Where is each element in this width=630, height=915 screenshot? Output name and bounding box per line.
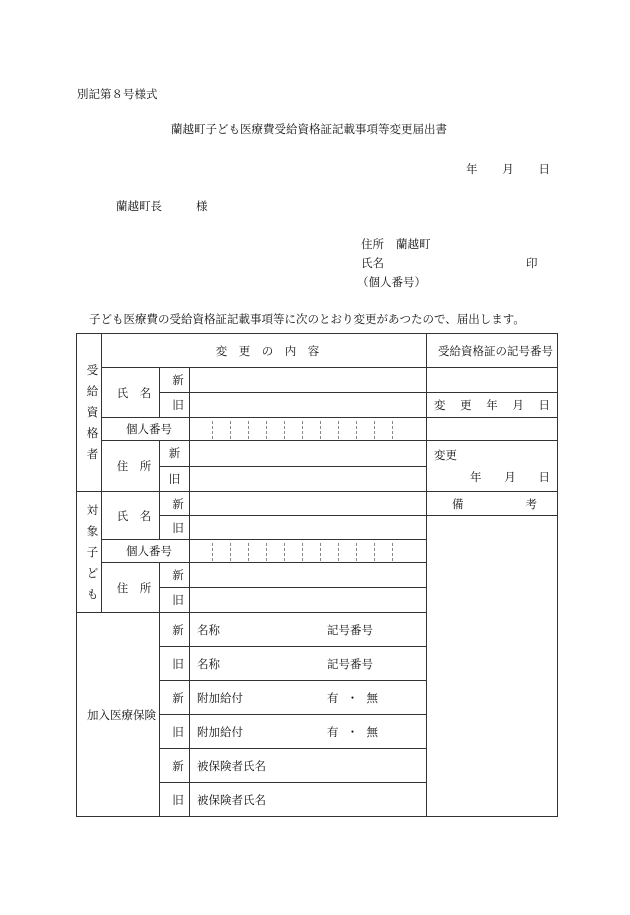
child-name-old-field[interactable]: [190, 516, 427, 540]
child-section-label: 対 象 子 ど も: [77, 492, 102, 613]
applicant-address-value: 蘭越町: [396, 237, 431, 251]
child-address-old-field[interactable]: [190, 588, 427, 613]
recipient-section-label: 受 給 資 格 者: [77, 334, 102, 492]
child-mynumber-label: 個人番号: [102, 540, 190, 563]
extra-benefit-new-field[interactable]: 附加給付 有 ・ 無: [190, 681, 427, 715]
insured-name-old-label: 旧: [160, 783, 190, 817]
cert-number-header: 受給資格証の記号番号: [427, 334, 558, 368]
recipient-address-old-label: 旧: [168, 472, 181, 486]
digit-boxes: [195, 541, 410, 561]
extra-benefit-old-label: 旧: [160, 715, 190, 749]
form-number: 別記第８号様式: [77, 87, 158, 101]
insurance-name-old-field[interactable]: 名称 記号番号: [190, 647, 427, 681]
insurance-name-new-label: 新: [160, 613, 190, 647]
recipient-address-new-field[interactable]: [190, 441, 426, 467]
child-name-old-label: 旧: [160, 516, 190, 540]
recipient-name-old-label: 旧: [160, 393, 190, 418]
addressee-honorific: 様: [196, 199, 208, 213]
insurance-name-new-field[interactable]: 名称 記号番号: [190, 613, 427, 647]
extra-benefit-old-field[interactable]: 附加給付 有 ・ 無: [190, 715, 427, 749]
child-address-new-field[interactable]: [190, 563, 427, 588]
cert-number-field[interactable]: [427, 368, 558, 393]
child-name-new-field[interactable]: [190, 492, 427, 516]
change-content-header: 変 更 の 内 容: [102, 334, 427, 368]
insurance-name-old-label: 旧: [160, 647, 190, 681]
child-address-new-label: 新: [160, 563, 190, 588]
recipient-address-old-field[interactable]: [190, 467, 426, 491]
child-mynumber-field[interactable]: [190, 540, 427, 563]
remarks-header: 備 考: [427, 492, 558, 516]
change-date-label: 変 更 年 月 日: [427, 393, 558, 418]
recipient-name-old-field[interactable]: [190, 393, 427, 418]
applicant-address-label: 住所: [361, 237, 384, 251]
remarks-field[interactable]: [427, 516, 558, 817]
insured-name-new-field[interactable]: 被保険者氏名: [190, 749, 427, 783]
recipient-address-label: 住 所: [102, 441, 160, 492]
seal-mark: 印: [526, 256, 538, 270]
child-name-new-label: 新: [160, 492, 190, 516]
child-address-old-label: 旧: [160, 588, 190, 613]
applicant-name-label: 氏名: [361, 256, 384, 270]
recipient-name-label: 氏 名: [102, 368, 160, 418]
change-date-field[interactable]: [427, 418, 558, 441]
digit-boxes: [195, 419, 410, 439]
recipient-name-new-field[interactable]: [190, 368, 427, 393]
change-form-table: [76, 333, 558, 817]
statement-text: 子ども医療費の受給資格証記載事項等に次のとおり変更があつたので、届出します。: [89, 312, 525, 326]
child-address-label: 住 所: [102, 563, 160, 613]
child-name-label: 氏 名: [102, 492, 160, 540]
recipient-name-new-label: 新: [160, 368, 190, 393]
document-title: 蘭越町子ども医療費受給資格証記載事項等変更届出書: [171, 122, 447, 136]
insured-name-old-field[interactable]: 被保険者氏名: [190, 783, 427, 817]
recipient-mynumber-label: 個人番号: [102, 418, 190, 441]
insurance-section-label: 加入医療保険: [77, 613, 160, 817]
addressee: 蘭越町長: [116, 199, 162, 213]
insured-name-new-label: 新: [160, 749, 190, 783]
submission-date: 年 月 日: [466, 162, 550, 176]
recipient-address-new-label: 新: [160, 441, 189, 467]
recipient-mynumber-field[interactable]: [190, 418, 427, 441]
address-change-date: 変更 年 月 日: [427, 441, 558, 492]
applicant-mynumber-label: （個人番号）: [357, 275, 426, 289]
extra-benefit-new-label: 新: [160, 681, 190, 715]
